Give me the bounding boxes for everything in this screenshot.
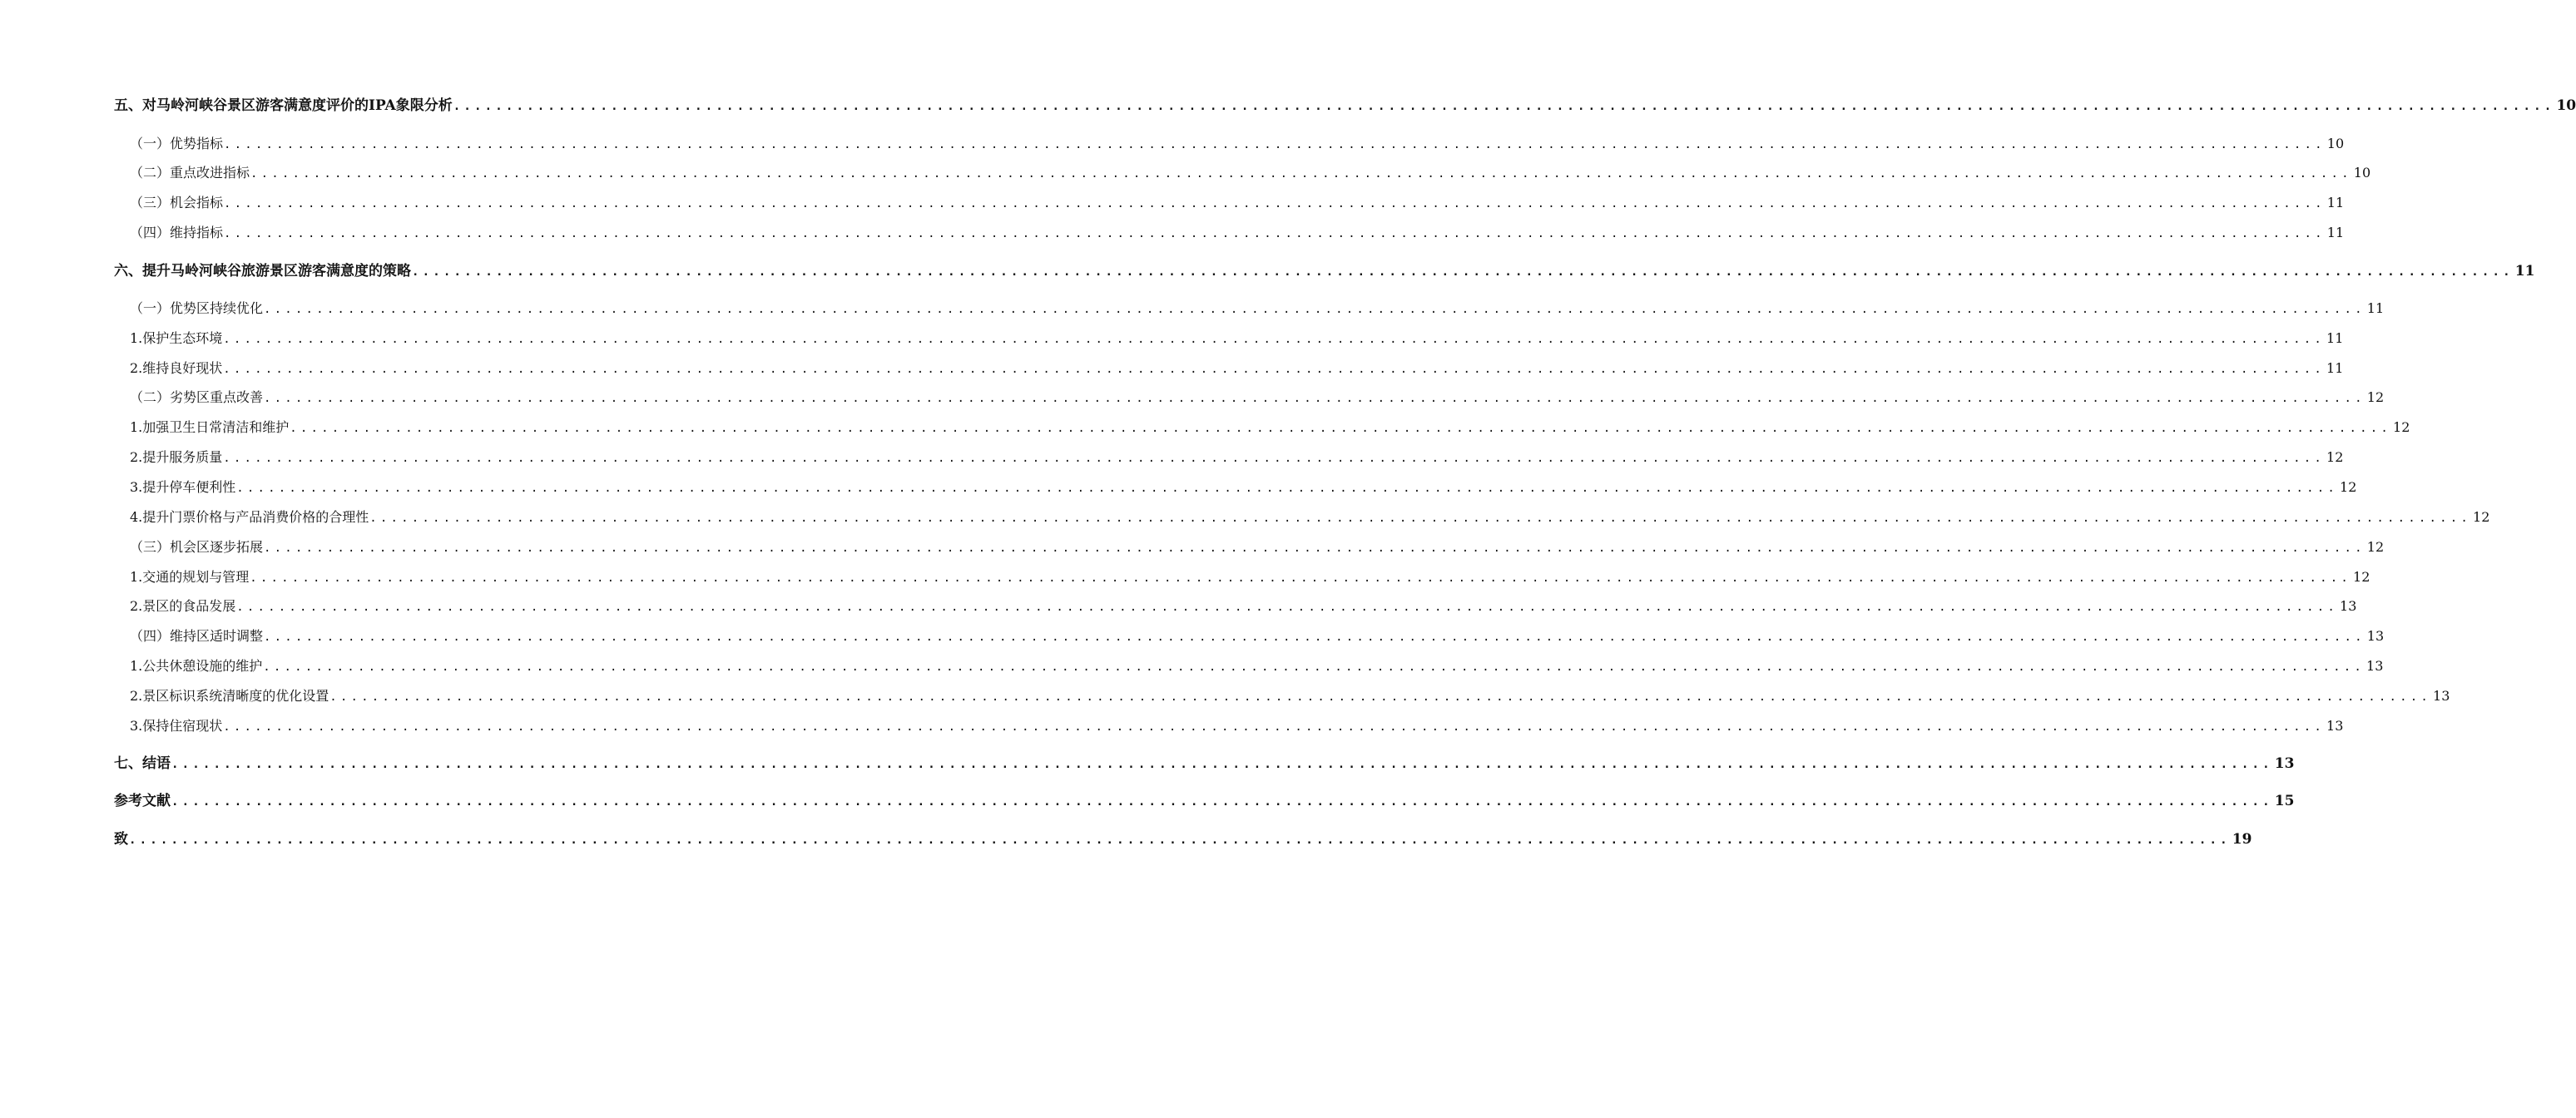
- toc-entry[interactable]: [114, 330, 2344, 348]
- toc-entry-page-number: 12: [2326, 449, 2344, 465]
- toc-entry[interactable]: [114, 793, 2295, 810]
- toc-entry-page-number: 13: [2274, 755, 2295, 772]
- toc-entry-page-number: 13: [2340, 598, 2357, 614]
- toc-entry-title: 2.维持良好现状: [130, 360, 223, 376]
- toc-entry[interactable]: [114, 658, 2384, 675]
- toc-entry-title: （二）重点改进指标: [130, 165, 250, 181]
- dot-leader: ........................................................................................................................................................................................................: [223, 720, 2326, 734]
- dot-leader: ........................................................................................................................................................................................................: [223, 452, 2326, 465]
- toc-entry-page-number: 12: [2473, 509, 2490, 525]
- toc-entry[interactable]: [114, 449, 2344, 467]
- toc-entry-page-number: 19: [2232, 831, 2252, 848]
- toc-entry-title: 2.景区的食品发展: [130, 598, 236, 614]
- toc-entry-title: 五、对马岭河峡谷景区游客满意度评价的IPA象限分析: [114, 97, 453, 114]
- toc-entry[interactable]: [114, 225, 2345, 242]
- toc-entry-title: 1.交通的规划与管理: [130, 569, 250, 585]
- toc-entry-page-number: 13: [2366, 658, 2384, 674]
- toc-entry[interactable]: [114, 479, 2357, 497]
- toc-entry-page-number: 11: [2326, 195, 2345, 210]
- toc-entry-page-number: 10: [2556, 97, 2576, 114]
- toc-entry-page-number: 13: [2326, 718, 2344, 734]
- dot-leader: ........................................................................................................................................................................................................: [329, 690, 2432, 704]
- dot-leader: ........................................................................................................................................................................................................: [171, 795, 2273, 809]
- toc-entry-title: 致: [114, 831, 128, 848]
- dot-leader: ........................................................................................................................................................................................................: [224, 227, 2326, 240]
- toc-entry-page-number: 12: [2340, 479, 2357, 495]
- dot-leader: ........................................................................................................................................................................................................: [223, 333, 2326, 346]
- toc-entry-page-number: 11: [2326, 225, 2345, 240]
- toc-entry[interactable]: [114, 263, 2535, 280]
- toc-entry-title: （四）维持指标: [130, 225, 224, 240]
- toc-entry[interactable]: [114, 136, 2345, 153]
- toc-entry[interactable]: [114, 539, 2385, 557]
- toc-entry-title: 1.加强卫生日常清洁和维护: [130, 419, 290, 435]
- dot-leader: ........................................................................................................................................................................................................: [453, 100, 2555, 113]
- toc-entry[interactable]: [114, 509, 2490, 527]
- dot-leader: ........................................................................................................................................................................................................: [250, 167, 2352, 181]
- toc-entry-page-number: 15: [2274, 793, 2295, 809]
- toc-entry-page-number: 13: [2366, 628, 2385, 644]
- toc-entry-page-number: 11: [2366, 300, 2385, 316]
- dot-leader: ........................................................................................................................................................................................................: [264, 392, 2365, 405]
- toc-entry-title: 2.景区标识系统清晰度的优化设置: [130, 688, 329, 704]
- toc-entry-title: （三）机会指标: [130, 195, 224, 210]
- toc-entry[interactable]: [114, 598, 2357, 616]
- toc-entry[interactable]: [114, 300, 2385, 318]
- toc-entry-page-number: 12: [2353, 569, 2370, 585]
- dot-leader: ........................................................................................................................................................................................................: [129, 834, 2231, 847]
- toc-entry-title: 参考文献: [114, 793, 171, 809]
- toc-entry-page-number: 10: [2353, 165, 2371, 181]
- toc-entry-page-number: 11: [2514, 263, 2535, 280]
- toc-entry[interactable]: [114, 628, 2385, 646]
- dot-leader: ........................................................................................................................................................................................................: [264, 631, 2365, 644]
- dot-leader: ........................................................................................................................................................................................................: [250, 571, 2352, 585]
- dot-leader: ........................................................................................................................................................................................................: [264, 542, 2365, 555]
- toc-entry-page-number: 11: [2326, 330, 2344, 346]
- dot-leader: ........................................................................................................................................................................................................: [264, 303, 2365, 316]
- toc-entry-title: 3.保持住宿现状: [130, 718, 223, 734]
- dot-leader: ........................................................................................................................................................................................................: [290, 422, 2392, 435]
- toc-entry-title: 4.提升门票价格与产品消费价格的合理性: [130, 509, 369, 525]
- dot-leader: ........................................................................................................................................................................................................: [263, 660, 2365, 674]
- dot-leader: ........................................................................................................................................................................................................: [236, 601, 2339, 614]
- toc-entry[interactable]: [114, 195, 2345, 212]
- toc-entry-title: 六、提升马岭河峡谷旅游景区游客满意度的策略: [114, 263, 411, 280]
- toc-entry[interactable]: [114, 165, 2371, 182]
- toc-entry[interactable]: [114, 688, 2450, 705]
- toc-entry-title: （一）优势指标: [130, 136, 224, 151]
- toc-entry-title: 1.公共休憩设施的维护: [130, 658, 263, 674]
- toc-entry[interactable]: [114, 755, 2295, 773]
- toc-entry-page-number: 10: [2326, 136, 2345, 151]
- toc-entry-title: （三）机会区逐步拓展: [130, 539, 264, 555]
- toc-entry[interactable]: [114, 360, 2344, 378]
- dot-leader: ........................................................................................................................................................................................................: [236, 482, 2339, 495]
- dot-leader: ........................................................................................................................................................................................................: [412, 265, 2514, 279]
- toc-entry[interactable]: [114, 569, 2370, 586]
- toc-entry-page-number: 12: [2366, 539, 2385, 555]
- toc-entry[interactable]: [114, 419, 2410, 437]
- toc-entry[interactable]: [114, 831, 2252, 848]
- toc-entry-title: 3.提升停车便利性: [130, 479, 236, 495]
- dot-leader: ........................................................................................................................................................................................................: [171, 758, 2273, 771]
- toc-entry-title: 2.提升服务质量: [130, 449, 223, 465]
- toc-entry-page-number: 11: [2326, 360, 2344, 376]
- dot-leader: ........................................................................................................................................................................................................: [224, 197, 2326, 210]
- dot-leader: ........................................................................................................................................................................................................: [369, 512, 2472, 525]
- dot-leader: ........................................................................................................................................................................................................: [224, 138, 2326, 151]
- toc-entry-title: 1.保护生态环境: [130, 330, 223, 346]
- toc-entry[interactable]: [114, 718, 2344, 735]
- toc-entry-title: 七、结语: [114, 755, 171, 772]
- toc-entry-page-number: 13: [2433, 688, 2450, 704]
- toc-entry-title: （四）维持区适时调整: [130, 628, 264, 644]
- toc-entry-title: （二）劣势区重点改善: [130, 389, 264, 405]
- toc-entry-page-number: 12: [2393, 419, 2410, 435]
- toc-entry[interactable]: [114, 389, 2385, 407]
- dot-leader: ........................................................................................................................................................................................................: [223, 363, 2326, 376]
- toc-entry[interactable]: [114, 97, 2576, 115]
- toc-entry-page-number: 12: [2366, 389, 2385, 405]
- toc-entry-title: （一）优势区持续优化: [130, 300, 264, 316]
